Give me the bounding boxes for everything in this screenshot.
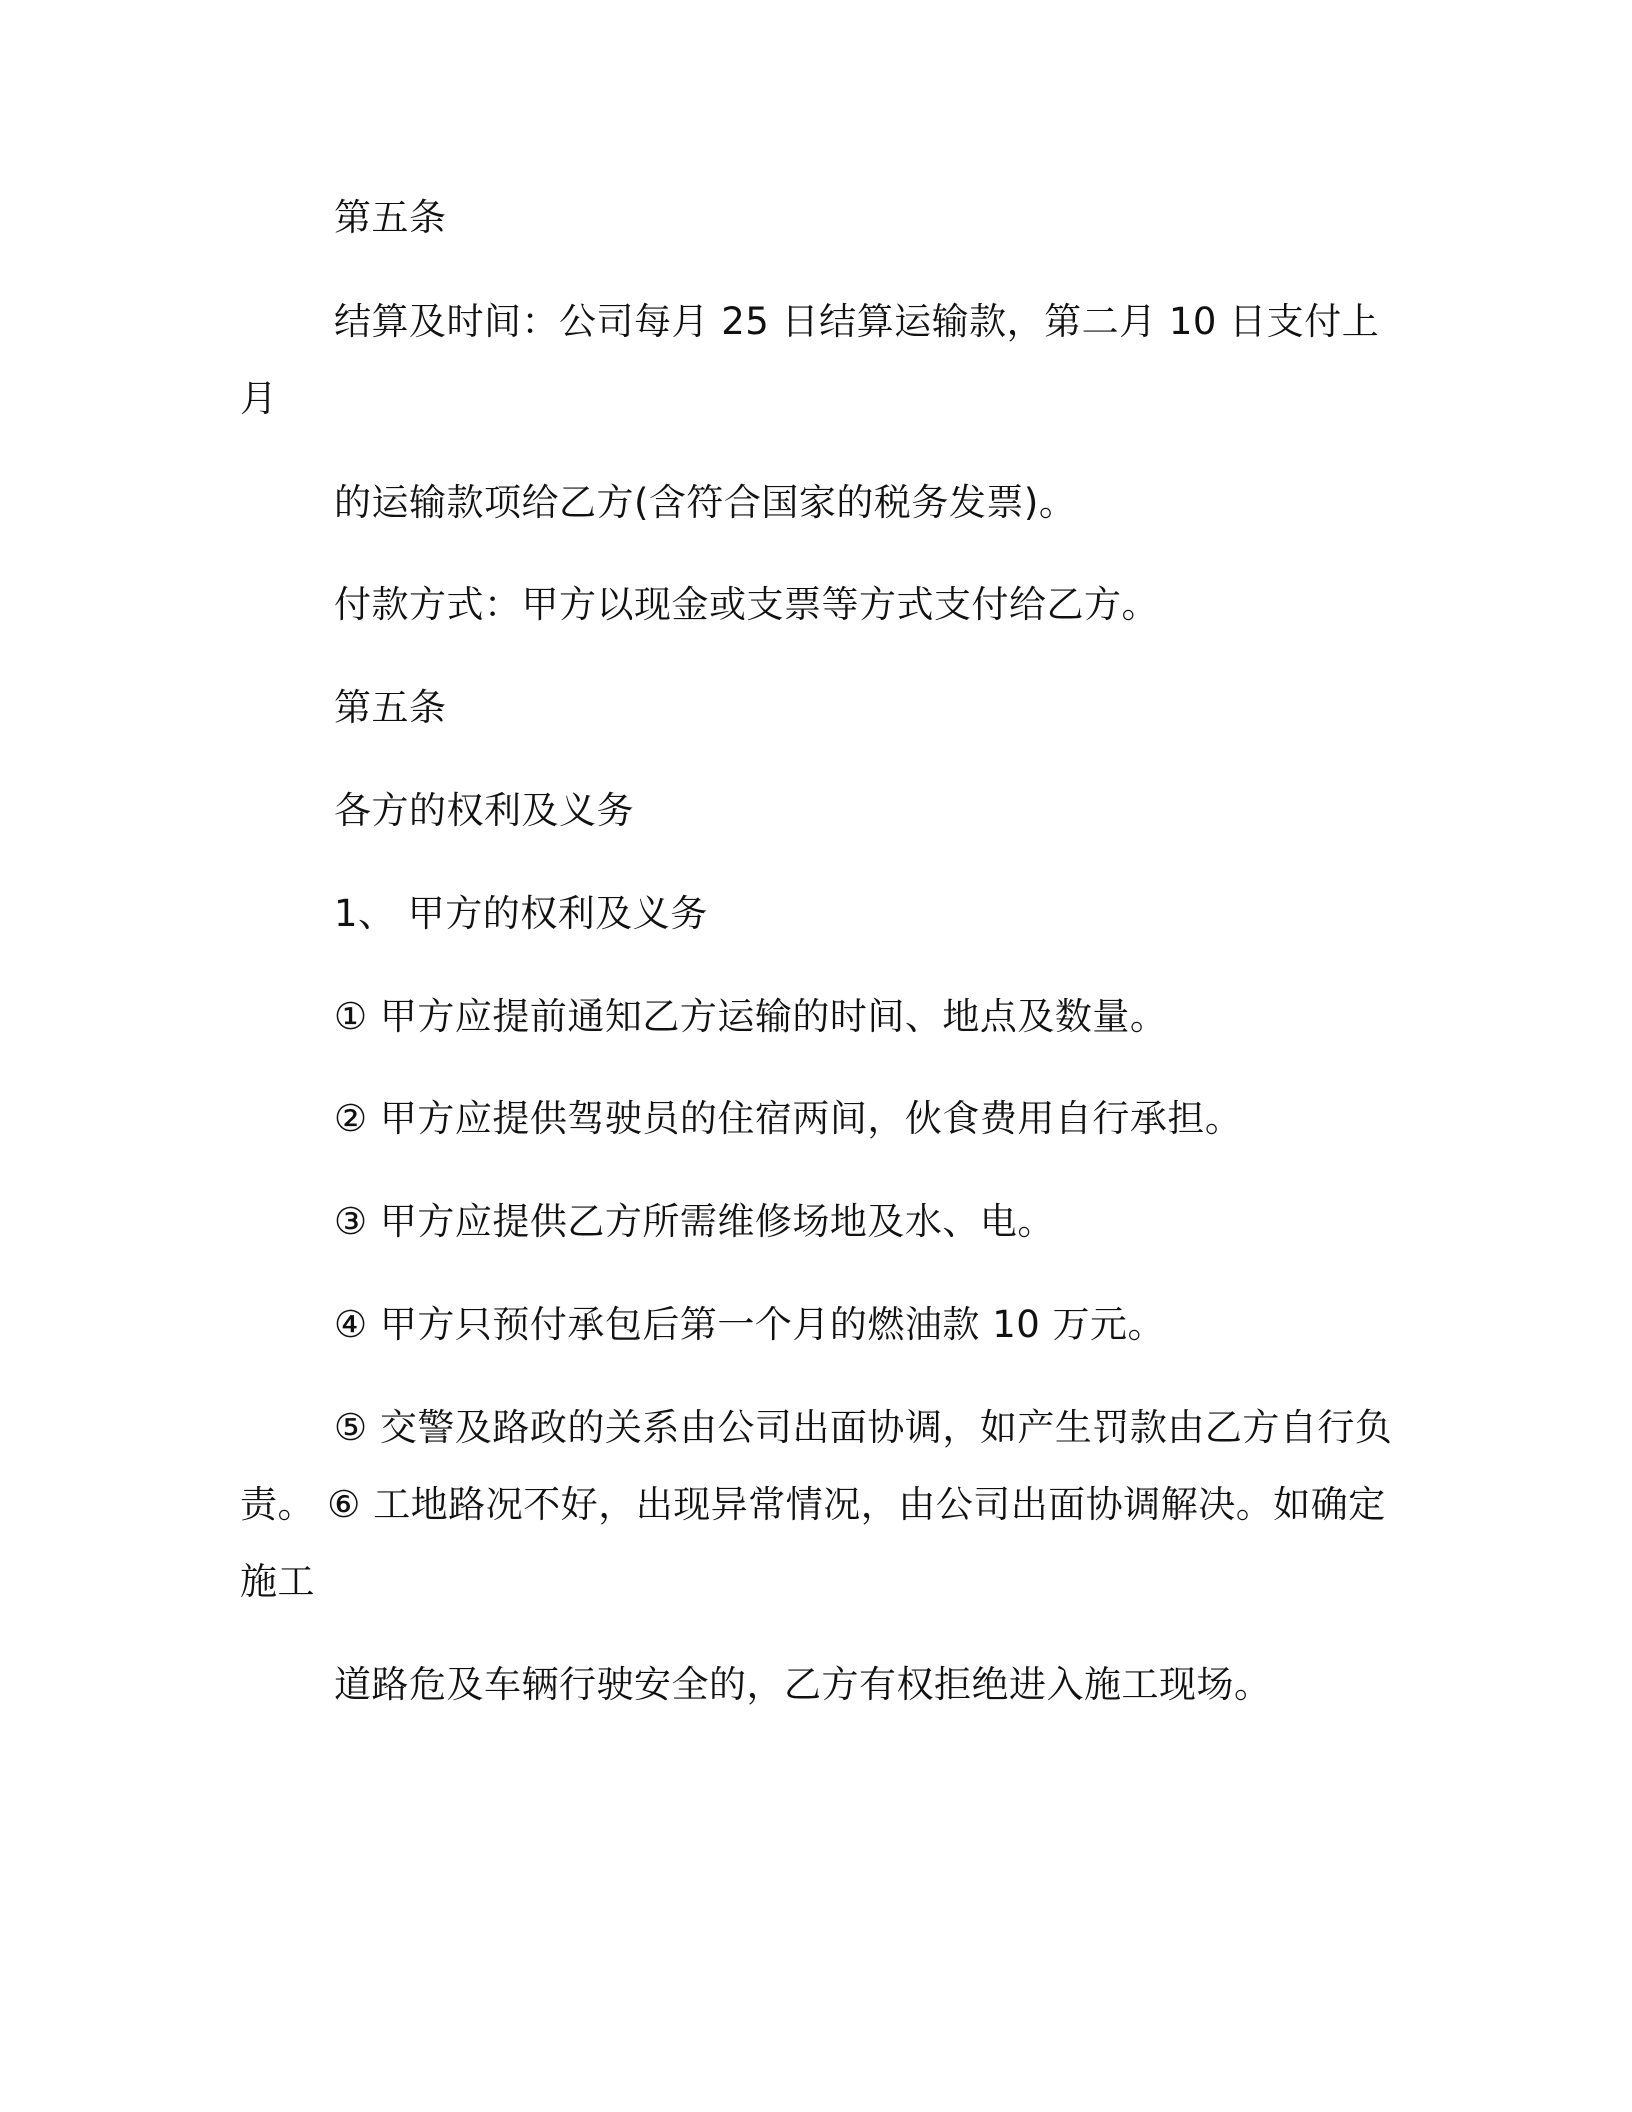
list-item: ⑤ 交警及路政的关系由公司出面协调，如产生罚款由乙方自行负 (334, 1406, 1393, 1449)
subsection-title: 1、 甲方的权利及义务 (334, 892, 708, 935)
paragraph-line: 月 (240, 377, 278, 420)
list-item: ② 甲方应提供驾驶员的住宿两间，伙食费用自行承担。 (334, 1097, 1243, 1140)
article-heading: 第五条 (334, 196, 447, 239)
paragraph-line: 道路危及车辆行驶安全的，乙方有权拒绝进入施工现场。 (334, 1663, 1272, 1706)
list-item: 责。 ⑥ 工地路况不好，出现异常情况，由公司出面协调解决。如确定 (240, 1483, 1386, 1526)
paragraph-line: 的运输款项给乙方(含符合国家的税务发票)。 (334, 481, 1077, 524)
paragraph-line: 付款方式：甲方以现金或支票等方式支付给乙方。 (334, 583, 1159, 626)
list-item: ④ 甲方只预付承包后第一个月的燃油款 10 万元。 (334, 1303, 1166, 1346)
paragraph-line: 施工 (240, 1560, 315, 1603)
section-title: 各方的权利及义务 (334, 789, 634, 832)
paragraph-line: 结算及时间：公司每月 25 日结算运输款，第二月 10 日支付上 (334, 300, 1380, 343)
list-item: ③ 甲方应提供乙方所需维修场地及水、电。 (334, 1200, 1055, 1243)
article-heading: 第五条 (334, 686, 447, 729)
list-item: ① 甲方应提前通知乙方运输的时间、地点及数量。 (334, 995, 1168, 1038)
